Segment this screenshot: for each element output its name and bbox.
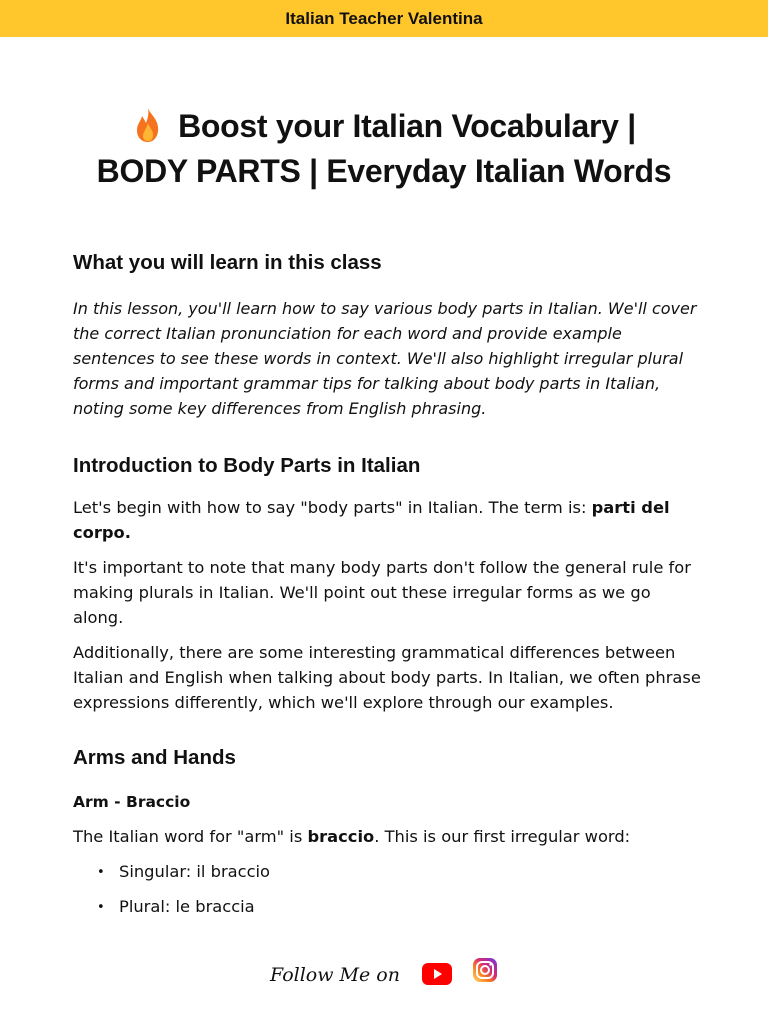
- footer: [0, 955, 768, 991]
- arm-p-term: braccio: [307, 827, 375, 846]
- arm-p-suffix: . This is our first irregular word:: [374, 827, 631, 846]
- arm-subheading: Arm - Braccio: [73, 793, 191, 811]
- arm-forms-list: [73, 859, 703, 919]
- youtube-icon[interactable]: [422, 963, 452, 985]
- arm-p-prefix: The Italian word for "arm" is: [73, 827, 308, 846]
- title-line-1: Boost your Italian Vocabulary |: [178, 108, 636, 144]
- title-line-2: BODY PARTS | Everyday Italian Words: [96, 153, 672, 189]
- learn-body: In this lesson, you'll learn how to say various body parts in Italian. We'll cover the correct Italian pronunciation for each word and provide example sentences to see these words in context. We'll also highlight irregular plural forms and important grammar tips for talking about body parts in Italian, noting some key differences from English phrasing.: [73, 299, 697, 418]
- banner-text: Italian Teacher Valentina: [285, 8, 483, 28]
- learn-heading: What you will learn in this class: [73, 251, 382, 274]
- arms-heading: Arms and Hands: [73, 746, 236, 769]
- follow-text: Follow Me on: [270, 964, 400, 986]
- intro-p1-term: parti del corpo.: [73, 498, 670, 542]
- instagram-icon[interactable]: [472, 957, 498, 983]
- page-title: [40, 104, 728, 194]
- intro-paragraph-2: It's important to note that many body parts don't follow the general rule for making plurals in Italian. We'll point out these irregular forms as we go along.: [73, 558, 691, 627]
- fire-icon: [132, 107, 164, 143]
- intro-heading: Introduction to Body Parts in Italian: [73, 454, 421, 477]
- intro-paragraph-3: Additionally, there are some interesting grammatical differences between Italian and English when talking about body parts. In Italian, we often phrase expressions differently, which we'll explore through our examples.: [73, 643, 701, 712]
- intro-paragraph-1: [73, 495, 703, 545]
- list-item: • Singular: il braccio: [119, 859, 703, 884]
- arm-paragraph: [73, 824, 703, 849]
- list-item: • Plural: le braccia: [119, 894, 703, 919]
- intro-p1-text: Let's begin with how to say "body parts" in Italian. The term is:: [73, 498, 592, 517]
- article-content: [73, 248, 703, 929]
- top-banner: [0, 0, 768, 37]
